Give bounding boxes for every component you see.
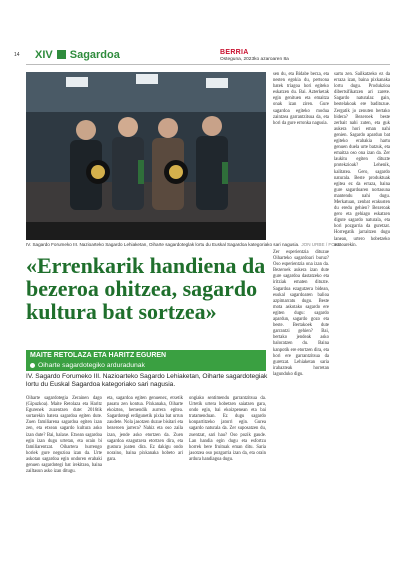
page-number: 14 (14, 52, 20, 58)
award-group-photo (26, 72, 266, 240)
article-photo (26, 72, 266, 240)
body-column-5: sartu zen. Sailkatzeko ez da erraza izan, baina pixkanaka lortu dugu. Produkzioa dibertsifikatzen ari zarete. Sagardo naturalaz gain, bestelakoak ere badituzue. Zergatik jo zenuten bertako bidera? Bezeroek beste zerbait nahi zuten, eta guk aukera hori eman nahi genien. Sagardo apardun bat egiteko erabakia hartu genuen duela urte batzuk, eta emaitza oso ona izan da. Zer laukitu egiten dituzte protekzioak? Lehenik, kalitatea. Gero, sagardo naturala. Beste produktuak egitea ez da erraza, baina gure sagardoaren nortasuna mantendu nahi dugu. Merkatuan, zenbat erakusten du eredu gehien? Bezeroak gero eta gehiago eskatzen digute sagardo naturala, eta hori pozgarria da guretzat. Horregatik jarraitzen dugu lanean, urtero hobetzeko asmoarekin. (334, 72, 390, 248)
photo-caption (26, 242, 342, 247)
section-number: XIV (35, 48, 53, 61)
header-divider (26, 64, 390, 65)
article-lead: IV. Sagardo Forumeko III. Nazioarteko Sagardo Lehiaketan, Oiharte sagardotegiak lortu du Euskal Sagardoa kategoriako sari nagusia. (26, 373, 268, 388)
caption-text: IV. Sagardo Forumeko III. Nazioarteko Sagardo Lehiaketan, Oiharte sagardoteglak lortu du Euskal Sagardoa kategoriako sari nagusia. (26, 242, 300, 247)
body-column-2: eta, sagardoa egiten genuenez, etxetik pasatu zen kontua. Pixkanaka, Oiharte ekoiztea, hemendik aurrera egitea. Sagardotegi erdigunetik pixka bat urrun zaudete. Nola jasotzen duzue bisitari eta bezeroen jarrera? Nahiz eta oso zaila izan, jende asko etortzen da. Zuen sagardoa ezagutzera etortzen dira, eta gustura joaten dira. Ez dakigu ondo noraino, baina pixkanaka hobeto ari gara. (107, 396, 183, 462)
section-badge (32, 47, 123, 62)
bullet-icon (30, 363, 35, 368)
author-role-text: Oiharte sagardotegiko arduradunak (38, 362, 145, 369)
author-role (26, 360, 266, 371)
publication-date: Osteguna, 2023ko azaroaren 8a (220, 57, 289, 62)
section-name: Sagardoa (69, 48, 120, 61)
body-column-4: Zer esperientzia dituzue Oiharteko sagardoari buruz? Oso esperientzia ona izan da. Bezeroek aukera izan dute gure sagardoa dastatzeko eta iritziak ematen dituzte. Sagardoa ezagutzera bidean, euskal sagardoaren balioa azpimarratu dugu. Beste mota askotako sagardo ere egiten dugu: sagardo apardun, sagardo gozo eta beste. Bertakoek dute garrantzi gehien? Bai, bertako jendeak asko baloratzen du. Baina kanpotik ere etortzen dira, eta hori ere garrantzitsua da guretzat. Lehiaketan saria irabazteak horretan lagunduko digu. (273, 250, 329, 377)
article-headline: «Errenkarik handiena da bezeroa ohitzea, sagardo kultura bat sortzea» (26, 253, 266, 324)
body-column-4-top: sen du, eta Bidabe berza, eta nesten egokia du, pertsona batek triagoa hori egiteko eskatzen du. Bai. Azterketak egin genituen eta emaitza onak izan ziren. Gure sagardoa egiteko modua zaintzea garrantzitsua da, eta hori da gure erronka nagusia. (273, 72, 329, 126)
page-header (0, 44, 400, 70)
publication-name: BERRIA (220, 49, 249, 56)
publication-block (220, 49, 390, 62)
section-square-icon (57, 50, 66, 59)
body-column-1: Oiharte sagardotegia Zerainen dago (Gipuzkoa). Maite Retolaza eta Haritz Egurenek zuzentzen dute: 2016tik sortarekin batera sagardoa egiten dute. Zuen familiarena sagardoa egiten izan zen, eta etxean sagardo kultura asko izan dute? Bai, halaxe. Etxean sagardoa egin izan dugu urtetan, eta orain bi familiarentzat. Oihartera hurrengo horiek gure negozioa izan da. Urte askotan sagardoa egin ondoren erabaki genuen sagardotegi bat irekitzea, baina zailtasun asko izan ditugu. (26, 396, 102, 475)
photo-credit: JON URBE / FOKU (301, 242, 342, 247)
body-column-3: ongiako sentimendu garrantzitsua da. Urtetik urtera hobetzen saiatzen gara, ondo egin, bai ekoizpenean eta bai tratamenduan. Ez dugu sagardo konpartitzeko jatorri egin. Gurea sagardo naturala da. Zer suposatzen du, zuentzat, sari hau? Oso pozik gaude. Lan handia egin dugu eta esfortzu horrek bere fruituak eman ditu. Saria jasotzea oso pozgarria izan da, eta orain ardura handiagoa dugu. (189, 396, 266, 462)
article-authors: MAITE RETOLAZA ETA HARITZ EGUREN (26, 350, 266, 361)
